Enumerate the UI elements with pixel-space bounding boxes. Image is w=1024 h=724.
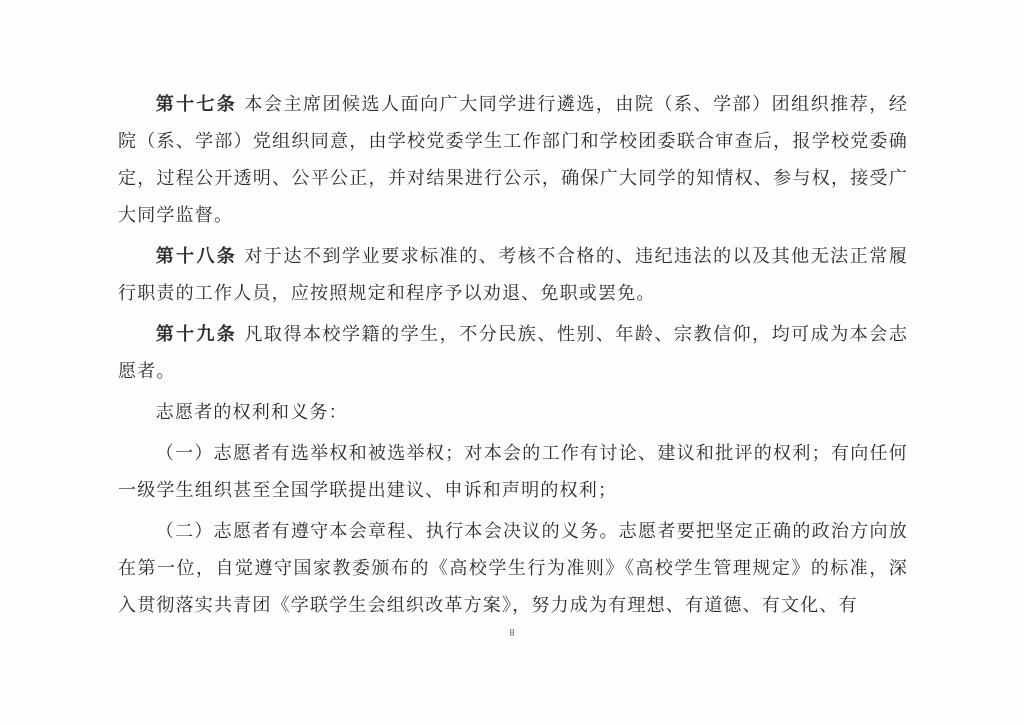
page-number: 8 xyxy=(509,628,515,639)
article-18-text: 对于达不到学业要求标准的、考核不合格的、违纪违法的以及其他无法正常履行职责的工作人员，应按照规定和程序予以劝退、免职或罢免。 xyxy=(118,246,909,304)
article-18 xyxy=(118,238,908,312)
article-19-heading: 第十九条 xyxy=(155,324,238,345)
article-17 xyxy=(118,86,908,234)
article-18-heading: 第十八条 xyxy=(155,246,238,267)
rights-item-2: （二）志愿者有遵守本会章程、执行本会决议的义务。志愿者要把坚定正确的政治方向放在第一位，自觉遵守国家教委颁布的《高校学生行为准则》《高校学生管理规定》的标准，深入贯彻落实共青团《学联学生会组织改革方案》，努力成为有理想、有道德、有文化、有 xyxy=(118,521,908,616)
article-19-text: 凡取得本校学籍的学生，不分民族、性别、年龄、宗教信仰，均可成为本会志愿者。 xyxy=(118,324,909,382)
article-17-text: 本会主席团候选人面向广大同学进行遴选，由院（系、学部）团组织推荐，经院（系、学部）党组织同意，由学校党委学生工作部门和学校团委联合审查后，报学校党委确定，过程公开透明、公平公正，并对结果进行公示，确保广大同学的知情权、参与权，接受广大同学监督。 xyxy=(118,94,909,226)
article-19 xyxy=(118,316,908,390)
document-body xyxy=(118,86,908,628)
rights-intro: 志愿者的权利和义务： xyxy=(155,402,348,423)
rights-item-1: （一）志愿者有选举权和被选举权；对本会的工作有讨论、建议和批评的权利；有向任何一级学生组织甚至全国学联提出建议、申诉和声明的权利； xyxy=(118,443,908,501)
article-17-heading: 第十七条 xyxy=(155,94,238,115)
